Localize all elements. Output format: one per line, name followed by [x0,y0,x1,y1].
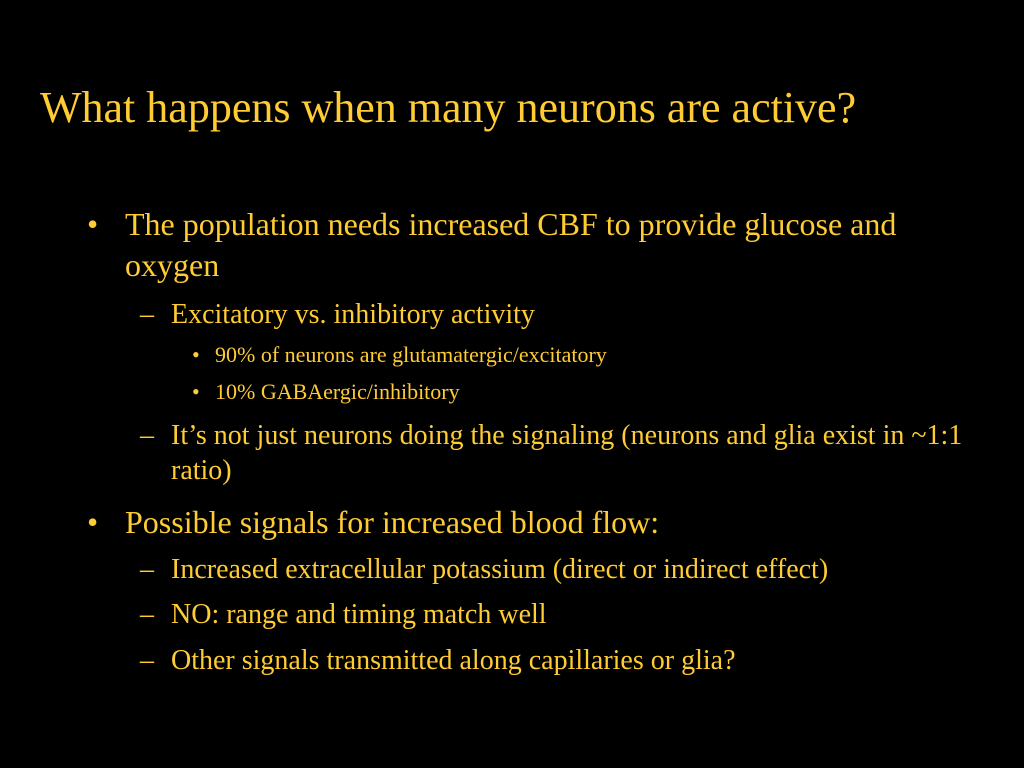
sub-bullet-item [140,418,980,488]
sub-bullet-item [140,552,980,587]
bullet-text: Possible signals for increased blood flow: [125,504,660,540]
sub-bullet-text: It’s not just neurons doing the signaling (neurons and glia exist in ~1:1 ratio) [171,420,963,486]
dash-marker: – [140,599,154,630]
bullet-marker: • [192,379,200,404]
sub-sub-bullet-text: 90% of neurons are glutamatergic/excitatory [215,342,607,367]
sub-sub-bullet-text: 10% GABAergic/inhibitory [215,379,460,404]
bullet-item [87,502,967,543]
dash-marker: – [140,554,154,585]
dash-marker: – [140,645,154,676]
bullet-text: The population needs increased CBF to provide glucose and oxygen [125,206,897,283]
bullet-item [87,204,967,286]
sub-bullet-text: Excitatory vs. inhibitory activity [171,299,535,330]
sub-bullet-item [140,297,980,332]
sub-bullet-text: NO: range and timing match well [171,599,547,630]
sub-bullet-item [140,643,980,678]
sub-bullet-item [140,597,980,632]
bullet-marker: • [87,504,99,540]
dash-marker: – [140,420,154,451]
bullet-marker: • [192,342,200,367]
bullet-marker: • [87,206,99,242]
sub-sub-bullet-item [192,341,972,369]
dash-marker: – [140,299,154,330]
sub-bullet-text: Other signals transmitted along capillaries or glia? [171,645,736,676]
sub-bullet-text: Increased extracellular potassium (direct or indirect effect) [171,554,829,585]
slide-title: What happens when many neurons are active? [40,83,857,132]
sub-sub-bullet-item [192,378,972,406]
